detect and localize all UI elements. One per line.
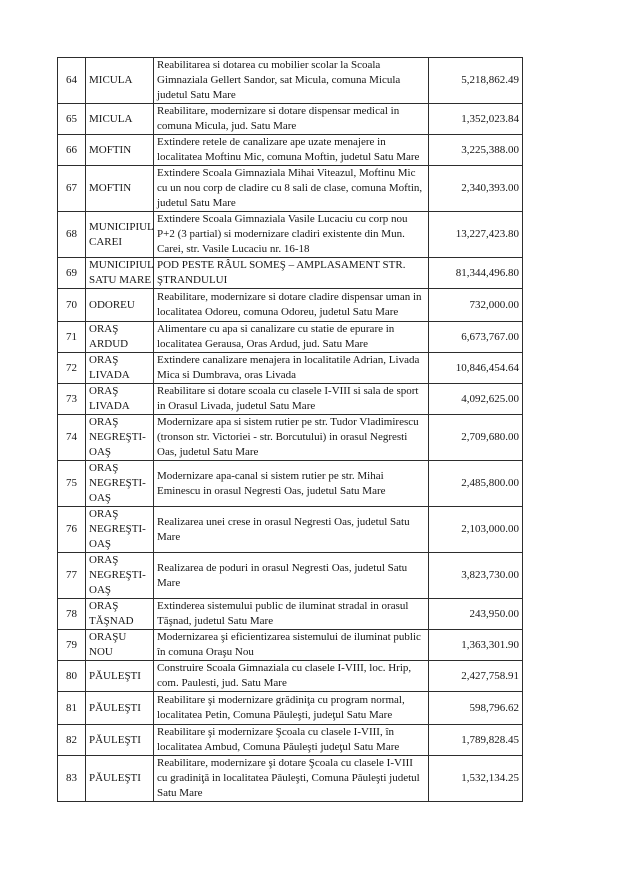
locality-cell: PĂULEŞTI	[86, 692, 154, 725]
description-cell	[154, 322, 429, 353]
description-text: Extindere Scoala Gimnaziala Mihai Viteazul, Moftinu Mic cu un nou corp de cladire cu 8 sali de clase, comuna Moftin, judetul Satu Mare	[157, 167, 423, 209]
table-row	[58, 353, 523, 384]
table-row	[58, 661, 523, 692]
amount-cell: 3,225,388.00	[429, 135, 523, 166]
table-row	[58, 58, 523, 104]
description-cell	[154, 756, 429, 802]
amount-cell: 2,709,680.00	[429, 415, 523, 461]
locality-cell: MOFTIN	[86, 166, 154, 212]
amount-cell: 2,103,000.00	[429, 507, 523, 553]
row-number: 69	[58, 258, 86, 289]
description-text: Reabilitare, modernizare si dotare cladire dispensar uman in localitatea Odoreu, comuna Odoreu, judetul Satu Mare	[157, 291, 422, 318]
locality-cell: PĂULEŞTI	[86, 725, 154, 756]
locality-cell: ORAŞ LIVADA	[86, 384, 154, 415]
amount-cell: 598,796.62	[429, 692, 523, 725]
amount-cell: 6,673,767.00	[429, 322, 523, 353]
description-cell	[154, 135, 429, 166]
locality-cell: MICULA	[86, 58, 154, 104]
table-row	[58, 289, 523, 322]
description-cell	[154, 553, 429, 599]
description-text: Reabilitare şi modernizare grădiniţa cu program normal, localitatea Petin, Comuna Păuleşti, judeţul Satu Mare	[157, 694, 405, 721]
table-row	[58, 507, 523, 553]
amount-cell: 1,789,828.45	[429, 725, 523, 756]
locality-cell: MUNICIPIUL CAREI	[86, 212, 154, 258]
table-row	[58, 630, 523, 661]
row-number: 68	[58, 212, 86, 258]
description-text: Reabilitare, modernizare şi dotare Şcoala cu clasele I-VIII cu gradiniţă in localitatea Păuleşti, Comuna Păuleşti judetul Satu Mare	[157, 757, 420, 799]
locality-cell: ORAŞ LIVADA	[86, 353, 154, 384]
table-row	[58, 322, 523, 353]
locality-cell: ORAŞ NEGREŞTI-OAŞ	[86, 415, 154, 461]
description-cell	[154, 692, 429, 725]
description-cell	[154, 599, 429, 630]
description-cell	[154, 353, 429, 384]
row-number: 78	[58, 599, 86, 630]
description-cell	[154, 58, 429, 104]
description-text: Reabilitare, modernizare si dotare dispensar medical in comuna Micula, jud. Satu Mare	[157, 105, 400, 132]
table-row	[58, 553, 523, 599]
row-number: 67	[58, 166, 86, 212]
amount-cell: 4,092,625.00	[429, 384, 523, 415]
table-row	[58, 692, 523, 725]
row-number: 74	[58, 415, 86, 461]
table-row	[58, 166, 523, 212]
table-row	[58, 756, 523, 802]
description-cell	[154, 212, 429, 258]
locality-cell: ORAŞ NEGREŞTI-OAŞ	[86, 507, 154, 553]
row-number: 65	[58, 104, 86, 135]
amount-cell: 1,363,301.90	[429, 630, 523, 661]
locality-cell: ORAŞ ARDUD	[86, 322, 154, 353]
locality-cell: MICULA	[86, 104, 154, 135]
table-row	[58, 104, 523, 135]
row-number: 82	[58, 725, 86, 756]
row-number: 73	[58, 384, 86, 415]
description-text: Alimentare cu apa si canalizare cu statie de epurare in localitatea Gerausa, Oras Ardud, jud. Satu Mare	[157, 323, 395, 350]
locality-cell: MOFTIN	[86, 135, 154, 166]
row-number: 71	[58, 322, 86, 353]
row-number: 70	[58, 289, 86, 322]
locality-cell: ORAŞ TĂŞNAD	[86, 599, 154, 630]
description-text: Extinderea sistemului public de iluminat stradal in orasul Tăşnad, judetul Satu Mare	[157, 600, 409, 627]
row-number: 81	[58, 692, 86, 725]
locality-cell: ORAŞ NEGREŞTI-OAŞ	[86, 553, 154, 599]
description-cell	[154, 104, 429, 135]
locality-cell: PĂULEŞTI	[86, 756, 154, 802]
amount-cell: 732,000.00	[429, 289, 523, 322]
amount-cell: 243,950.00	[429, 599, 523, 630]
table-row	[58, 212, 523, 258]
amount-cell: 2,340,393.00	[429, 166, 523, 212]
locality-cell: ORAŞ NEGREŞTI-OAŞ	[86, 461, 154, 507]
amount-cell: 1,532,134.25	[429, 756, 523, 802]
description-text: Modernizare apa si sistem rutier pe str. Tudor Vladimirescu (tronson str. Victoriei - str. Borcutului) in orasul Negresti Oas, judetul Satu Mare	[157, 416, 419, 458]
description-text: Realizarea de poduri in orasul Negresti Oas, judetul Satu Mare	[157, 561, 408, 589]
amount-cell: 3,823,730.00	[429, 553, 523, 599]
amount-cell: 5,218,862.49	[429, 58, 523, 104]
description-text: Reabilitare şi modernizare Şcoala cu clasele I-VIII, în localitatea Ambud, Comuna Păuleşti judeţul Satu Mare	[157, 726, 400, 753]
row-number: 77	[58, 553, 86, 599]
locality-cell: PĂULEŞTI	[86, 661, 154, 692]
table-row	[58, 725, 523, 756]
amount-cell: 2,427,758.91	[429, 661, 523, 692]
row-number: 76	[58, 507, 86, 553]
row-number: 64	[58, 58, 86, 104]
row-number: 75	[58, 461, 86, 507]
row-number: 79	[58, 630, 86, 661]
description-text: Reabilitarea si dotarea cu mobilier scolar la Scoala Gimnaziala Gellert Sandor, sat Micula, comuna Micula judetul Satu Mare	[157, 59, 401, 101]
table-row	[58, 599, 523, 630]
description-text: Extindere canalizare menajera in localitatile Adrian, Livada Mica si Dumbrava, oras Livada	[157, 354, 420, 381]
description-cell	[154, 661, 429, 692]
amount-cell: 10,846,454.64	[429, 353, 523, 384]
locality-cell: ORAŞU NOU	[86, 630, 154, 661]
table-row	[58, 415, 523, 461]
description-text: Construire Scoala Gimnaziala cu clasele I-VIII, loc. Hrip, com. Paulesti, jud. Satu Mare	[157, 662, 412, 689]
description-cell	[154, 507, 429, 553]
description-cell	[154, 725, 429, 756]
description-cell	[154, 461, 429, 507]
description-text: POD PESTE RÂUL SOMEŞ – AMPLASAMENT STR. ŞTRANDULUI	[157, 259, 406, 286]
row-number: 72	[58, 353, 86, 384]
amount-cell: 13,227,423.80	[429, 212, 523, 258]
description-cell	[154, 289, 429, 322]
row-number: 83	[58, 756, 86, 802]
description-text: Modernizare apa-canal si sistem rutier pe str. Mihai Eminescu in orasul Negresti Oas, judetul Satu Mare	[157, 469, 386, 497]
amount-cell: 81,344,496.80	[429, 258, 523, 289]
table-row	[58, 461, 523, 507]
description-cell	[154, 166, 429, 212]
description-cell	[154, 384, 429, 415]
table-row	[58, 135, 523, 166]
description-text: Extindere Scoala Gimnaziala Vasile Lucaciu cu corp nou P+2 (3 partial) si modernizare cladiri existente din Mun. Carei, str. Vasile Lucaciu nr. 16-18	[157, 213, 408, 255]
description-cell	[154, 630, 429, 661]
amount-cell: 2,485,800.00	[429, 461, 523, 507]
table-row	[58, 384, 523, 415]
table-row	[58, 258, 523, 289]
table-body	[58, 58, 523, 802]
locality-cell: ODOREU	[86, 289, 154, 322]
description-text: Modernizarea şi eficientizarea sistemului de iluminat public în comuna Oraşu Nou	[157, 631, 421, 658]
row-number: 66	[58, 135, 86, 166]
description-text: Reabilitare si dotare scoala cu clasele I-VIII si sala de sport in Orasul Livada, judetul Satu Mare	[157, 385, 419, 412]
locality-cell: MUNICIPIUL SATU MARE	[86, 258, 154, 289]
description-text: Realizarea unei crese in orasul Negresti Oas, judetul Satu Mare	[157, 515, 410, 543]
description-cell	[154, 258, 429, 289]
amount-cell: 1,352,023.84	[429, 104, 523, 135]
row-number: 80	[58, 661, 86, 692]
description-text: Extindere retele de canalizare ape uzate menajere in localitatea Moftinu Mic, comuna Moftin, judetul Satu Mare	[157, 136, 420, 163]
projects-table	[57, 57, 523, 802]
description-cell	[154, 415, 429, 461]
